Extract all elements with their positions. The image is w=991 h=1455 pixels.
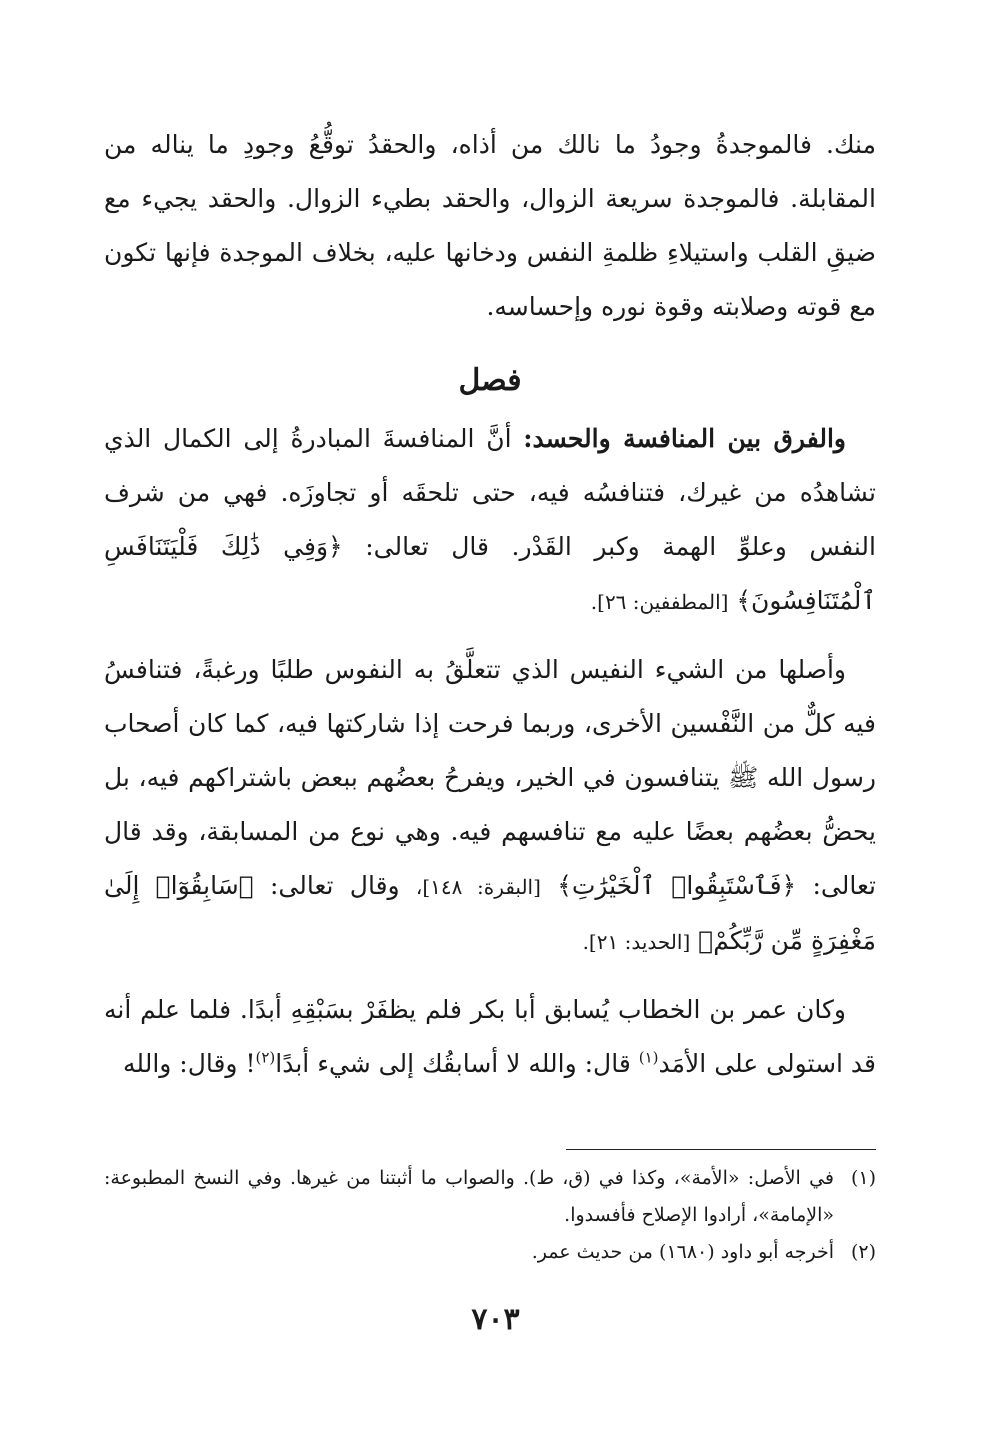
quran-verse: ﴿فَٱسْتَبِقُوا۟ ٱلْخَيْرَٰتِ﴾	[557, 871, 797, 900]
paragraph-3	[104, 643, 876, 969]
footnote-separator	[566, 1149, 876, 1150]
paragraph-3-text-2: وقال تعالى:	[270, 871, 400, 900]
paragraph-4-text-2: قال: والله لا أسابقُك إلى شيء أبدًا	[275, 1049, 631, 1078]
paragraph-3-text: وأصلها من الشيء النفيس الذي تتعلَّقُ به النفوس طلبًا ورغبةً، فتنافسُ فيه كلٌّ من النَّفْسين الأخرى، وربما فرحت إذا شاركتها فيه، كما كان أصحاب رسول الله ﷺ يتنافسون في الخير، ويفرحُ بعضُهم ببعض باشتراكهم فيه، بل يحضُّ بعضُهم بعضًا عليه مع تنافسهم فيه. وهي نوع من المسابقة، وقد قال تعالى:	[104, 655, 876, 900]
paragraph-4-text: وكان عمر بن الخطاب يُسابق أبا بكر فلم يظفَرْ بسَبْقِهِ أبدًا. فلما علم أنه قد استولى على الأمَد	[104, 995, 876, 1078]
paragraph-2-text: أنَّ المنافسةَ المبادرةُ إلى الكمال الذي تشاهدُه من غيرك، فتنافسُه فيه، حتى تلحقَه أو تجاوزَه. فهي من شرف النفس وعلوِّ الهمة وكبر القَدْر. قال تعالى:	[104, 424, 876, 561]
section-heading: فصل	[458, 363, 522, 398]
footnote	[104, 1160, 876, 1234]
footnote-text: أخرجه أبو داود (١٦٨٠) من حديث عمر.	[531, 1241, 834, 1263]
footnote-number: (١)	[850, 1167, 876, 1189]
paragraph-4	[104, 983, 876, 1091]
paragraph-4-text-3: ! وقال: والله	[123, 1049, 256, 1078]
paragraph-2	[104, 412, 876, 629]
footnote	[104, 1234, 876, 1271]
verse-reference: [المطففين: ٢٦].	[590, 590, 729, 614]
footnote-marker[interactable]: (١)	[638, 1048, 659, 1067]
footnote-number: (٢)	[850, 1241, 876, 1263]
verse-reference: [الحديد: ٢١].	[582, 930, 691, 954]
footnotes	[104, 1160, 876, 1271]
verse-reference: [البقرة: ١٤٨]،	[415, 875, 541, 899]
paragraph-1: منك. فالموجدةُ وجودُ ما نالك من أذاه، والحقدُ توقُّعُ وجودِ ما يناله من المقابلة. فالموجدة سريعة الزوال، والحقد بطيء الزوال. والحقد يجيء مع ضيقِ القلب واستيلاءِ ظلمةِ النفس ودخانها عليه، بخلاف الموجدة فإنها تكون مع قوته وصلابته وقوة نوره وإحساسه.	[104, 130, 876, 321]
page-number: ٧٠٣	[471, 1302, 520, 1337]
footnote-marker[interactable]: (٢)	[255, 1048, 276, 1067]
quran-verse: ﴿وَفِي ذَٰلِكَ فَلْيَتَنَافَسِ ٱلْمُتَنَافِسُونَ﴾	[104, 532, 876, 615]
footnote-text: في الأصل: «الأمة»، وكذا في (ق، ط). والصواب ما أثبتنا من غيرها. وفي النسخ المطبوعة: «الإمامة»، أرادوا الإصلاح فأفسدوا.	[104, 1167, 834, 1226]
defined-term: والفرق بين المنافسة والحسد:	[523, 424, 846, 453]
main-text	[104, 118, 876, 1091]
quran-verse: ﴿سَابِقُوٓا۟ إِلَىٰ مَغْفِرَةٍ مِّن رَّبِّكُمْ﴾	[104, 871, 876, 955]
